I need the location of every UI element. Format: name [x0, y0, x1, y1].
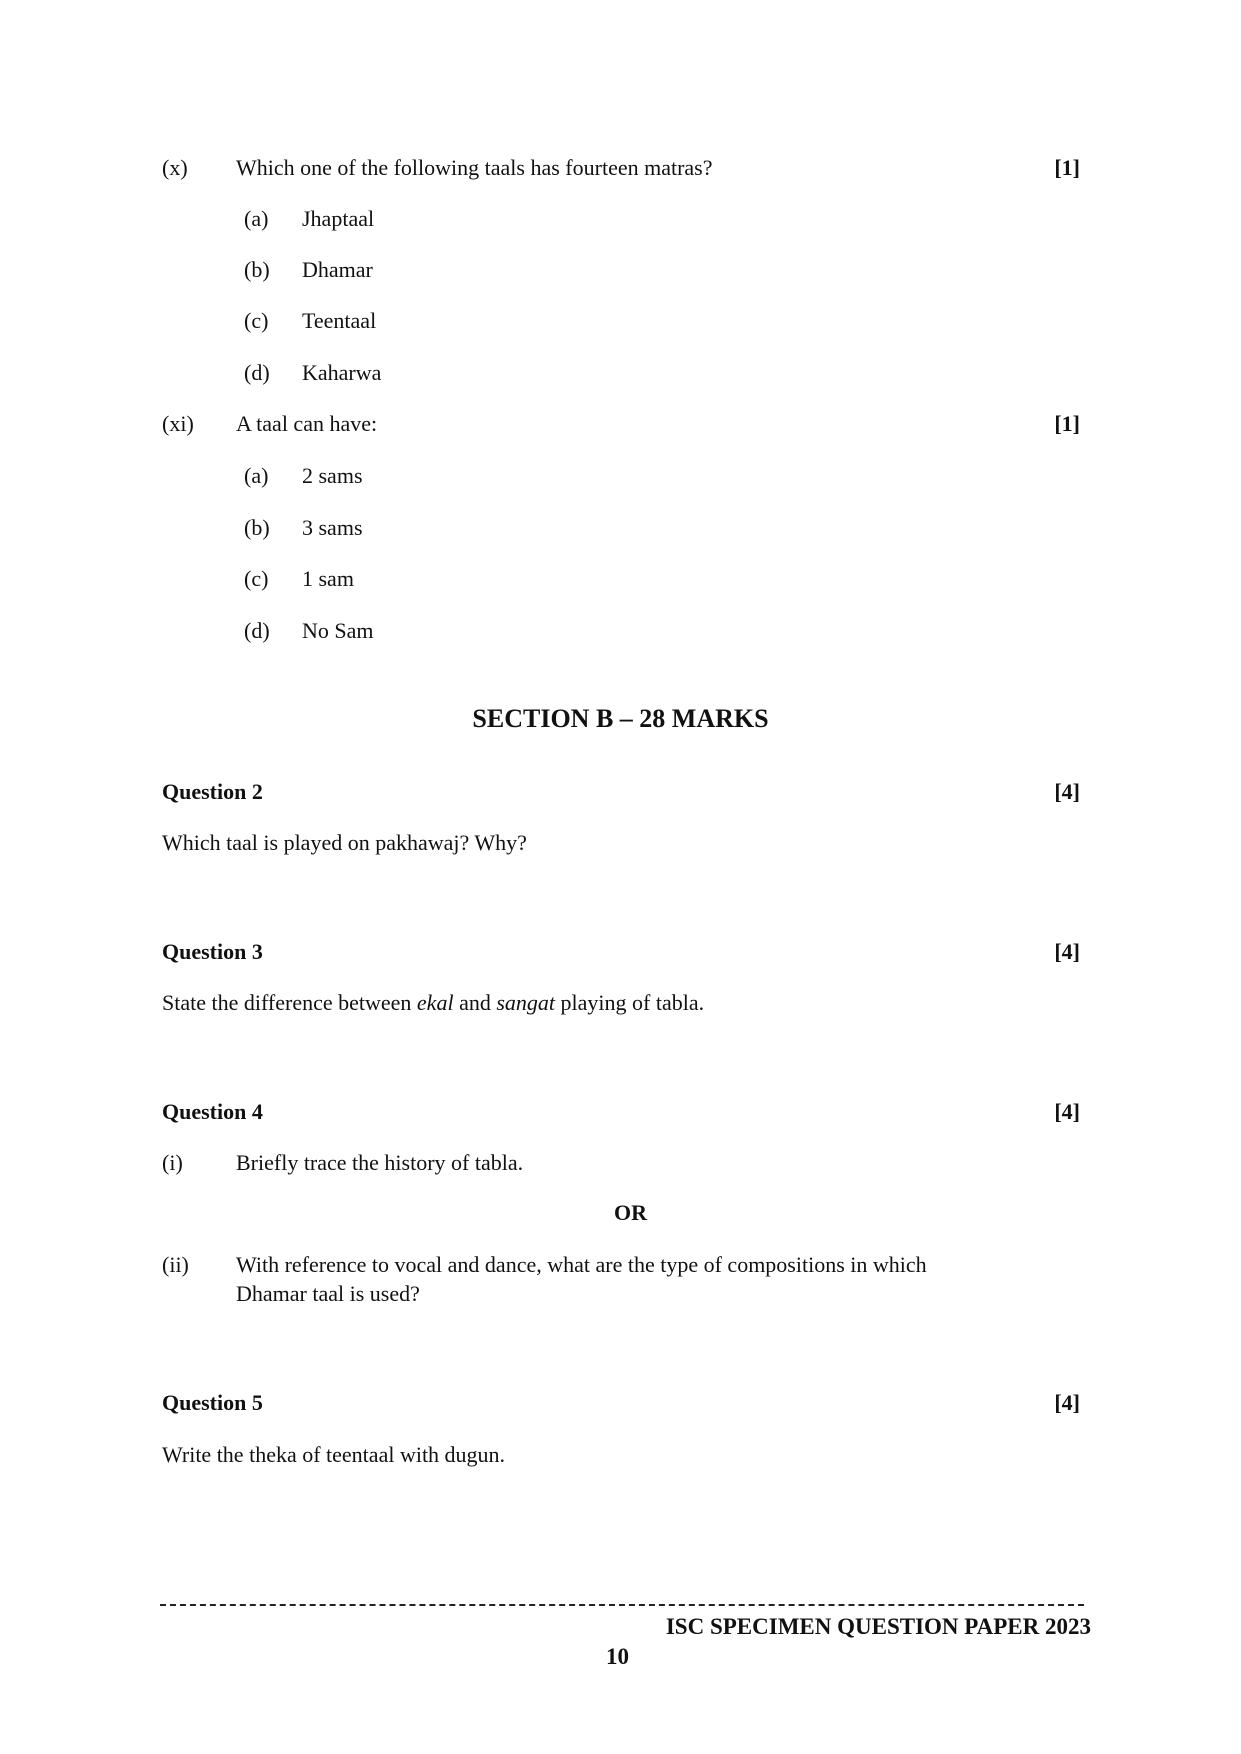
option-label: (b): [244, 257, 270, 282]
footer-title: ISC SPECIMEN QUESTION PAPER 2023: [665, 1614, 1091, 1639]
question-5-text: Write the theka of teentaal with dugun.: [162, 1442, 506, 1467]
question-3-text-part: playing of tabla.: [555, 990, 705, 1015]
question-2-heading: Question 2: [162, 779, 263, 804]
question-x-number: (x): [162, 155, 188, 180]
option-label: (d): [244, 360, 270, 385]
term-sangat: sangat: [496, 990, 556, 1015]
option-text: Kaharwa: [302, 360, 382, 385]
question-3-text-part: and: [453, 990, 497, 1015]
option-text: 3 sams: [302, 515, 363, 540]
question-4-part-ii-text-line2: Dhamar taal is used?: [236, 1281, 420, 1306]
term-ekal: ekal: [416, 990, 454, 1015]
option-label: (c): [244, 566, 269, 591]
question-2-text: Which taal is played on pakhawaj? Why?: [162, 830, 527, 855]
option-text: Dhamar: [302, 257, 373, 282]
question-4-part-i-text: Briefly trace the history of tabla.: [236, 1150, 524, 1175]
page-number: 10: [606, 1644, 629, 1669]
question-xi-number: (xi): [162, 411, 194, 436]
option-text: 2 sams: [302, 463, 363, 488]
question-3-heading: Question 3: [162, 939, 263, 964]
question-xi-text: A taal can have:: [236, 411, 378, 436]
section-b-title: SECTION B – 28 MARKS: [472, 704, 769, 733]
option-text: Teentaal: [302, 308, 377, 333]
question-4-marks: [4]: [1054, 1099, 1080, 1124]
question-x-text: Which one of the following taals has fourteen matras?: [236, 155, 713, 180]
question-xi-marks: [1]: [1054, 411, 1080, 436]
question-4-part-i-number: (i): [162, 1150, 183, 1175]
option-label: (a): [244, 463, 269, 488]
question-3-text-part: State the difference between: [162, 990, 417, 1015]
option-text: 1 sam: [302, 566, 354, 591]
question-5-heading: Question 5: [162, 1390, 263, 1415]
question-x-marks: [1]: [1054, 155, 1080, 180]
question-3-marks: [4]: [1054, 939, 1080, 964]
question-4-part-ii-number: (ii): [162, 1252, 189, 1277]
footer-divider: [160, 1604, 1084, 1606]
option-text: No Sam: [302, 618, 374, 643]
question-2-marks: [4]: [1054, 779, 1080, 804]
question-4-part-ii-text-line1: With reference to vocal and dance, what are the type of compositions in which: [236, 1252, 927, 1277]
question-4-heading: Question 4: [162, 1099, 263, 1124]
option-label: (c): [244, 308, 269, 333]
option-label: (b): [244, 515, 270, 540]
option-label: (d): [244, 618, 270, 643]
or-label: OR: [614, 1200, 647, 1225]
option-label: (a): [244, 206, 269, 231]
question-3-text: [162, 990, 704, 1016]
option-text: Jhaptaal: [302, 206, 375, 231]
question-5-marks: [4]: [1054, 1390, 1080, 1415]
